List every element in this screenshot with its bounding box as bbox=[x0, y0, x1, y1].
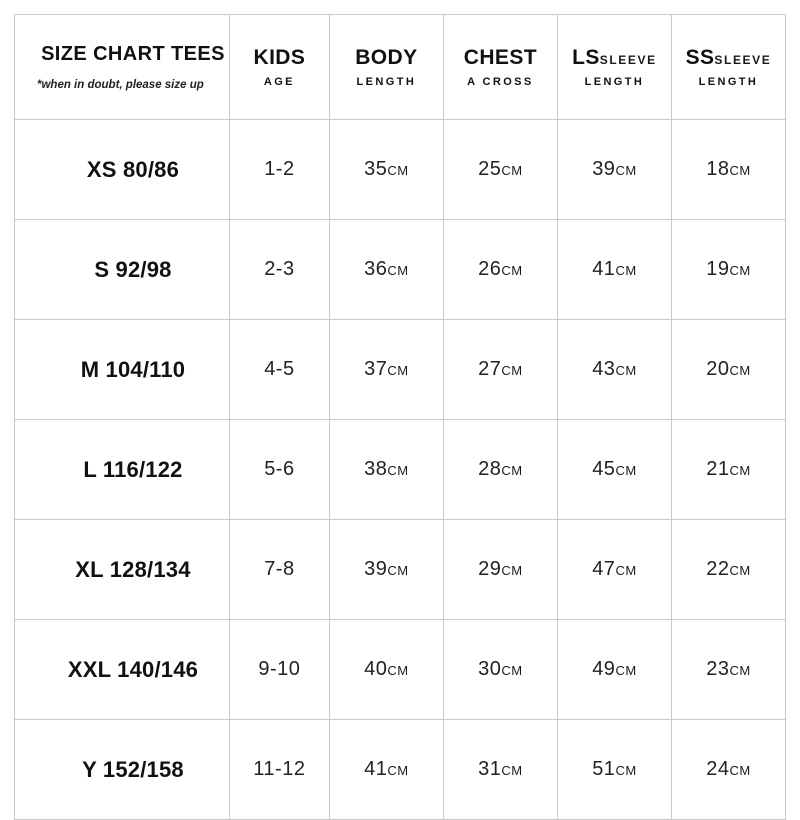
size-label: XL 128/134 bbox=[75, 556, 191, 582]
table-row bbox=[15, 120, 786, 220]
header-cell-kids bbox=[229, 15, 329, 120]
table-row bbox=[15, 620, 786, 720]
cell-size bbox=[15, 720, 230, 820]
cell-kids-age bbox=[229, 720, 329, 820]
unit-label: CM bbox=[501, 563, 523, 578]
unit-label: CM bbox=[729, 663, 751, 678]
header-ls-sleeve-word: SLEEVE bbox=[599, 53, 657, 68]
ss-sleeve-value: 23 bbox=[706, 658, 730, 680]
chest-across-value: 25 bbox=[478, 158, 502, 180]
cell-ls-sleeve-length bbox=[557, 320, 671, 420]
cell-ss-sleeve-length bbox=[671, 420, 785, 520]
kids-age-value: 7-8 bbox=[264, 558, 295, 580]
unit-label: CM bbox=[387, 763, 409, 778]
body-length-value: 41 bbox=[364, 758, 388, 780]
header-body-label: BODY bbox=[355, 46, 418, 70]
header-kids-sub: AGE bbox=[263, 75, 295, 88]
table-row bbox=[15, 220, 786, 320]
table-row bbox=[15, 520, 786, 620]
cell-chest-across bbox=[443, 320, 557, 420]
header-ss-label: SS bbox=[685, 46, 715, 70]
ls-sleeve-value: 41 bbox=[592, 258, 616, 280]
kids-age-value: 11-12 bbox=[253, 758, 306, 780]
unit-label: CM bbox=[387, 363, 409, 378]
cell-ss-sleeve-length bbox=[671, 220, 785, 320]
ls-sleeve-value: 51 bbox=[592, 758, 616, 780]
cell-body-length bbox=[329, 620, 443, 720]
cell-body-length bbox=[329, 320, 443, 420]
header-cell-title bbox=[15, 15, 230, 120]
cell-body-length bbox=[329, 420, 443, 520]
size-label: XS 80/86 bbox=[86, 156, 180, 182]
cell-kids-age bbox=[229, 620, 329, 720]
unit-label: CM bbox=[729, 563, 751, 578]
cell-size bbox=[15, 120, 230, 220]
header-ss-sub: LENGTH bbox=[698, 75, 759, 88]
body-length-value: 35 bbox=[364, 158, 388, 180]
chest-across-value: 30 bbox=[478, 658, 502, 680]
body-length-value: 38 bbox=[364, 458, 388, 480]
body-length-value: 36 bbox=[364, 258, 388, 280]
unit-label: CM bbox=[615, 163, 637, 178]
cell-chest-across bbox=[443, 520, 557, 620]
body-length-value: 40 bbox=[364, 658, 388, 680]
chest-across-value: 29 bbox=[478, 558, 502, 580]
unit-label: CM bbox=[615, 563, 637, 578]
unit-label: CM bbox=[387, 463, 409, 478]
cell-ss-sleeve-length bbox=[671, 520, 785, 620]
cell-ss-sleeve-length bbox=[671, 320, 785, 420]
cell-size bbox=[15, 520, 230, 620]
kids-age-value: 2-3 bbox=[264, 258, 295, 280]
kids-age-value: 9-10 bbox=[258, 658, 301, 680]
unit-label: CM bbox=[729, 163, 751, 178]
body-length-value: 37 bbox=[364, 358, 388, 380]
unit-label: CM bbox=[501, 363, 523, 378]
cell-ss-sleeve-length bbox=[671, 620, 785, 720]
cell-body-length bbox=[329, 720, 443, 820]
cell-kids-age bbox=[229, 120, 329, 220]
unit-label: CM bbox=[729, 363, 751, 378]
kids-age-value: 5-6 bbox=[264, 458, 295, 480]
kids-age-value: 1-2 bbox=[264, 158, 295, 180]
unit-label: CM bbox=[501, 163, 523, 178]
ls-sleeve-value: 45 bbox=[592, 458, 616, 480]
size-up-note: *when in doubt, please size up bbox=[37, 79, 204, 91]
cell-ss-sleeve-length bbox=[671, 720, 785, 820]
body-length-value: 39 bbox=[364, 558, 388, 580]
unit-label: CM bbox=[501, 663, 523, 678]
ls-sleeve-value: 39 bbox=[592, 158, 616, 180]
unit-label: CM bbox=[615, 663, 637, 678]
unit-label: CM bbox=[387, 663, 409, 678]
cell-ls-sleeve-length bbox=[557, 620, 671, 720]
chest-across-value: 26 bbox=[478, 258, 502, 280]
size-label: XXL 140/146 bbox=[67, 656, 199, 682]
cell-ls-sleeve-length bbox=[557, 520, 671, 620]
header-ls-sub: LENGTH bbox=[584, 75, 645, 88]
cell-kids-age bbox=[229, 420, 329, 520]
cell-chest-across bbox=[443, 220, 557, 320]
cell-size bbox=[15, 220, 230, 320]
ss-sleeve-value: 19 bbox=[706, 258, 730, 280]
ss-sleeve-value: 22 bbox=[706, 558, 730, 580]
header-ss-sleeve-word: SLEEVE bbox=[714, 53, 772, 68]
cell-ls-sleeve-length bbox=[557, 120, 671, 220]
cell-body-length bbox=[329, 120, 443, 220]
unit-label: CM bbox=[501, 763, 523, 778]
cell-kids-age bbox=[229, 320, 329, 420]
table-header-row bbox=[15, 15, 786, 120]
cell-ls-sleeve-length bbox=[557, 720, 671, 820]
kids-age-value: 4-5 bbox=[264, 358, 295, 380]
cell-chest-across bbox=[443, 720, 557, 820]
header-cell-body bbox=[329, 15, 443, 120]
header-cell-chest bbox=[443, 15, 557, 120]
ls-sleeve-value: 49 bbox=[592, 658, 616, 680]
cell-size bbox=[15, 320, 230, 420]
header-cell-ss-sleeve bbox=[671, 15, 785, 120]
cell-size bbox=[15, 420, 230, 520]
unit-label: CM bbox=[729, 763, 751, 778]
cell-ls-sleeve-length bbox=[557, 220, 671, 320]
header-kids-label: KIDS bbox=[253, 46, 306, 70]
ls-sleeve-value: 47 bbox=[592, 558, 616, 580]
header-cell-ls-sleeve bbox=[557, 15, 671, 120]
header-chest-label: CHEST bbox=[463, 46, 537, 70]
unit-label: CM bbox=[501, 263, 523, 278]
cell-size bbox=[15, 620, 230, 720]
ss-sleeve-value: 21 bbox=[706, 458, 730, 480]
unit-label: CM bbox=[615, 363, 637, 378]
unit-label: CM bbox=[729, 263, 751, 278]
cell-chest-across bbox=[443, 620, 557, 720]
cell-ss-sleeve-length bbox=[671, 120, 785, 220]
table-row bbox=[15, 320, 786, 420]
ss-sleeve-value: 24 bbox=[706, 758, 730, 780]
cell-kids-age bbox=[229, 520, 329, 620]
cell-body-length bbox=[329, 520, 443, 620]
chest-across-value: 31 bbox=[478, 758, 502, 780]
header-chest-sub: A CROSS bbox=[467, 75, 534, 88]
cell-chest-across bbox=[443, 120, 557, 220]
size-label: M 104/110 bbox=[80, 356, 186, 382]
header-ls-label: LS bbox=[572, 46, 600, 70]
ls-sleeve-value: 43 bbox=[592, 358, 616, 380]
size-label: Y 152/158 bbox=[82, 756, 184, 782]
cell-chest-across bbox=[443, 420, 557, 520]
size-chart-table bbox=[14, 14, 786, 820]
table-row bbox=[15, 720, 786, 820]
chest-across-value: 27 bbox=[478, 358, 502, 380]
unit-label: CM bbox=[387, 163, 409, 178]
chest-across-value: 28 bbox=[478, 458, 502, 480]
unit-label: CM bbox=[729, 463, 751, 478]
unit-label: CM bbox=[387, 563, 409, 578]
cell-kids-age bbox=[229, 220, 329, 320]
cell-body-length bbox=[329, 220, 443, 320]
size-label: S 92/98 bbox=[94, 256, 172, 282]
table-row bbox=[15, 420, 786, 520]
header-body-sub: LENGTH bbox=[356, 75, 417, 88]
ss-sleeve-value: 20 bbox=[706, 358, 730, 380]
ss-sleeve-value: 18 bbox=[706, 158, 730, 180]
unit-label: CM bbox=[615, 263, 637, 278]
unit-label: CM bbox=[615, 763, 637, 778]
page-title: SIZE CHART TEES bbox=[41, 43, 225, 65]
unit-label: CM bbox=[501, 463, 523, 478]
unit-label: CM bbox=[387, 263, 409, 278]
cell-ls-sleeve-length bbox=[557, 420, 671, 520]
size-label: L 116/122 bbox=[83, 456, 183, 482]
unit-label: CM bbox=[615, 463, 637, 478]
